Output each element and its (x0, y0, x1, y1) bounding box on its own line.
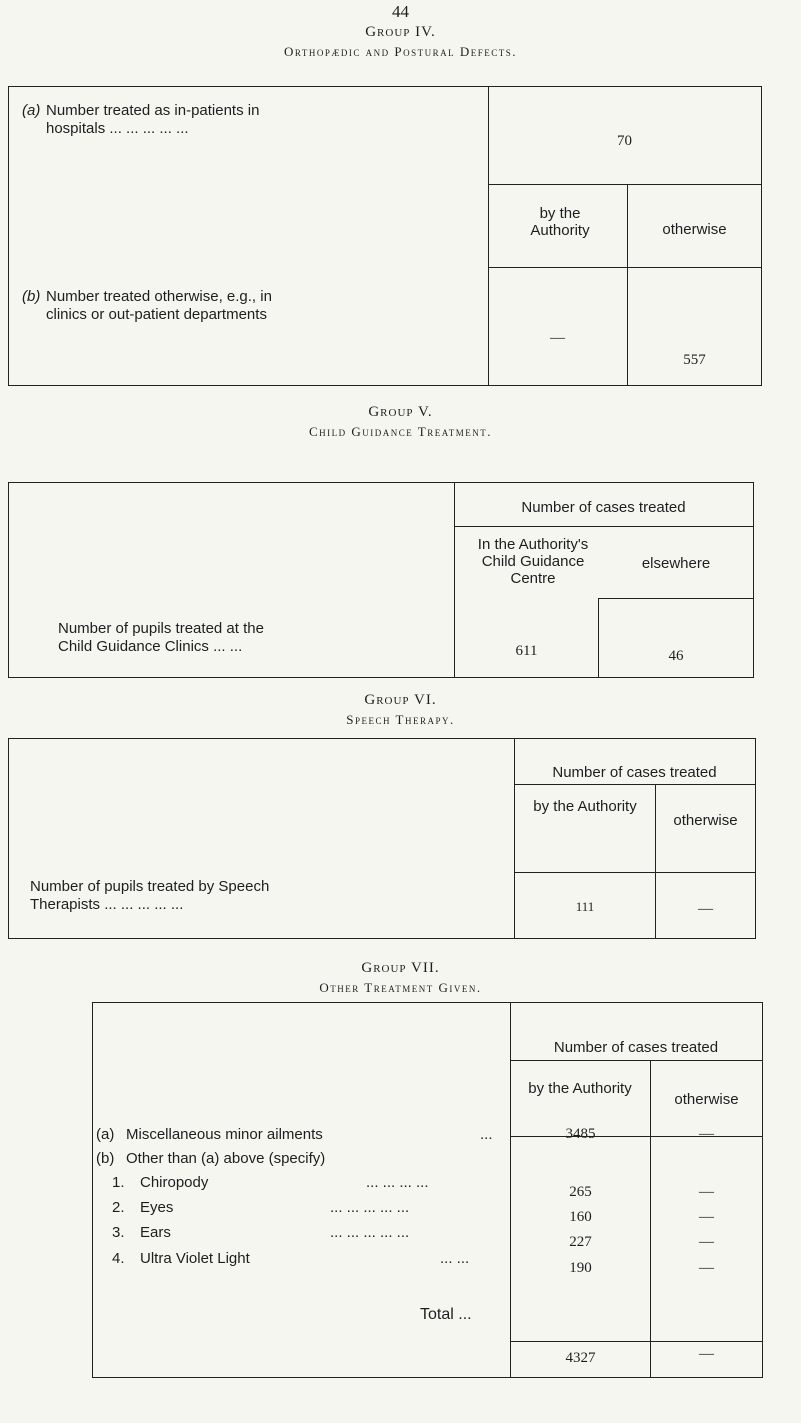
group5-row-text-2: Child Guidance Clinics ... ... (58, 638, 243, 655)
group6-subtitle: Speech Therapy. (346, 712, 455, 727)
group6-col-authority: by the Authority (533, 798, 637, 815)
page-number: 44 (392, 2, 409, 21)
table-row (0, 1250, 801, 1276)
row-label: 2. (112, 1199, 125, 1216)
row-label: 4. (112, 1250, 125, 1267)
table-row (0, 1174, 801, 1200)
row-text: Other than (a) above (specify) (126, 1150, 326, 1167)
group5-value-elsewhere: 46 (668, 648, 684, 664)
row-value-authority: 227 (569, 1234, 592, 1250)
group6-row-text: Number of pupils treated by Speech (30, 878, 270, 895)
row-dots: ... ... (440, 1250, 470, 1267)
row-dots: ... ... ... ... ... (330, 1199, 410, 1216)
group5-subtitle: Child Guidance Treatment. (308, 424, 492, 439)
group4-subtitle: Orthopædic and Postural Defects. (284, 44, 517, 59)
group6-title: Group VI. (364, 692, 437, 708)
group4-row-b-label: (b) (22, 288, 41, 305)
row-text: Chiropody (140, 1174, 209, 1191)
row-value-otherwise: — (699, 1209, 714, 1225)
row-text: Ultra Violet Light (140, 1250, 250, 1267)
group4-title: Group IV. (365, 24, 436, 40)
group7-header: Number of cases treated (553, 1039, 719, 1056)
row-label: (b) (96, 1150, 115, 1167)
group7-subtitle: Other Treatment Given. (319, 980, 482, 995)
row-value-otherwise: — (699, 1234, 714, 1250)
total-value-authority: 4327 (565, 1350, 596, 1366)
table-row (0, 1150, 801, 1170)
total-label: Total ... (420, 1306, 472, 1323)
row-text: Ears (140, 1224, 171, 1241)
group4-row-a-value: 70 (617, 133, 632, 149)
group6-row-text-2: Therapists ... ... ... ... ... (30, 896, 184, 913)
row-dots: ... (480, 1126, 493, 1143)
row-value-authority: 3485 (565, 1126, 596, 1142)
group7-title: Group VII. (361, 960, 440, 976)
group6-value-otherwise: — (698, 901, 713, 917)
row-text: Eyes (140, 1199, 174, 1216)
group6-header: Number of cases treated (552, 764, 717, 781)
table-row (0, 1199, 801, 1225)
group4-row-a-text: Number treated as in-patients in (46, 102, 260, 119)
group7-col-otherwise: otherwise (674, 1091, 739, 1108)
group5-value-centre: 611 (515, 643, 538, 659)
row-value-authority: 265 (569, 1184, 592, 1200)
group6-value-authority: 111 (575, 899, 595, 914)
row-value-authority: 160 (569, 1209, 592, 1225)
group5-header: Number of cases treated (521, 499, 686, 516)
group4-col-authority: by the Authority (530, 205, 590, 239)
row-value-otherwise: — (699, 1184, 714, 1200)
group4-row-b-text-2: clinics or out-patient departments (46, 306, 267, 323)
row-dots: ... ... ... ... (366, 1174, 429, 1191)
group4-row-b-value-authority: — (550, 330, 565, 346)
row-label: 1. (112, 1174, 125, 1191)
group4-col-otherwise: otherwise (662, 221, 727, 238)
total-value-otherwise: — (699, 1346, 714, 1362)
row-value-otherwise: — (699, 1126, 714, 1142)
table-row (0, 1224, 801, 1250)
row-text: Miscellaneous minor ailments (126, 1126, 323, 1143)
group7-col-authority: by the Authority (528, 1080, 632, 1097)
group4-row-b-value-otherwise: 557 (683, 352, 706, 368)
group6-col-otherwise: otherwise (673, 812, 738, 829)
row-label: 3. (112, 1224, 125, 1241)
row-dots: ... ... ... ... ... (330, 1224, 410, 1241)
row-label: (a) (96, 1126, 115, 1143)
group4-row-a-text-2: hospitals ... ... ... ... ... (46, 120, 189, 137)
row-value-authority: 190 (569, 1260, 592, 1276)
row-value-otherwise: — (699, 1260, 714, 1276)
group4-row-a-label: (a) (22, 102, 41, 119)
total-row (0, 1306, 801, 1366)
group4-row-b-text: Number treated otherwise, e.g., in (46, 288, 272, 305)
group5-row-text: Number of pupils treated at the (58, 620, 264, 637)
table-row (0, 1126, 801, 1146)
group5-col-centre: In the Authority's Child Guidance Centre (477, 536, 589, 587)
group5-col-elsewhere: elsewhere (641, 555, 711, 572)
group5-title: Group V. (368, 404, 433, 420)
